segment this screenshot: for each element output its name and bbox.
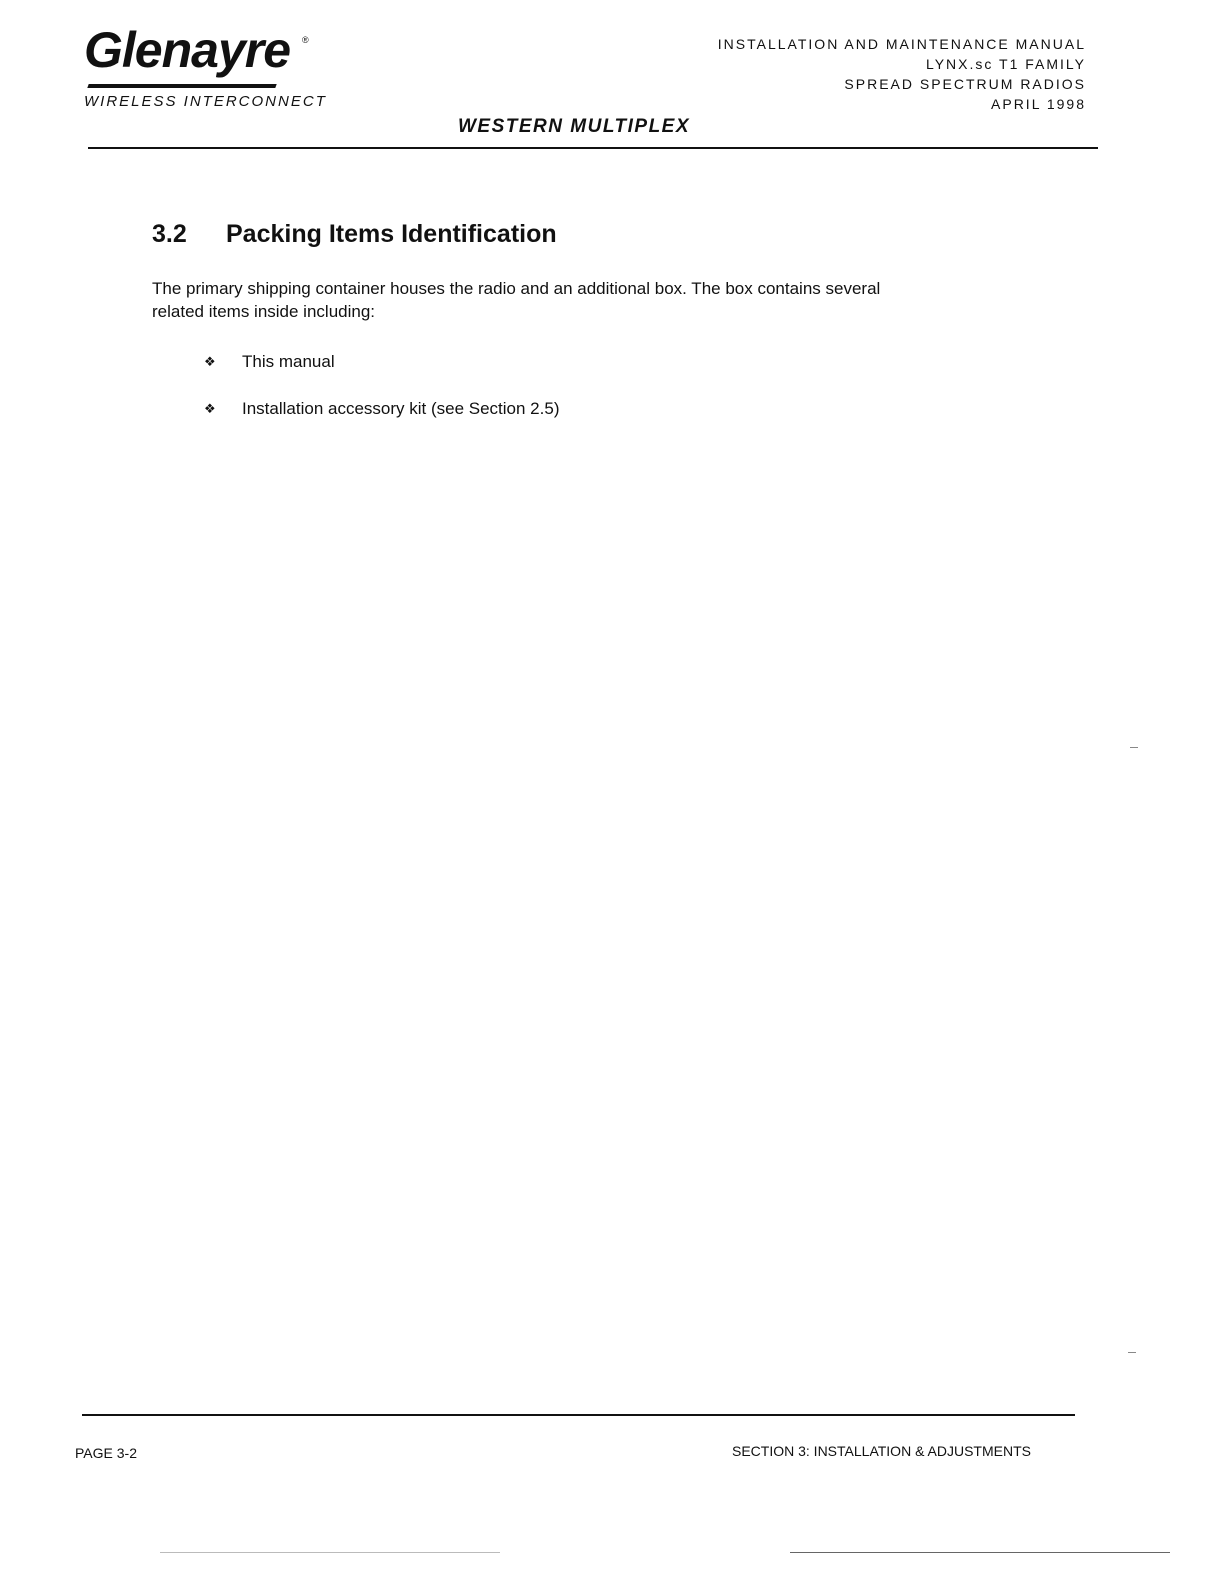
diamond-bullet-icon: ❖ (204, 401, 216, 416)
header-divider (88, 147, 1098, 149)
diamond-bullet-icon: ❖ (204, 354, 216, 369)
section-title: Packing Items Identification (226, 220, 557, 248)
scan-speck (1130, 747, 1138, 748)
publication-date: APRIL 1998 (991, 96, 1086, 112)
brand-name: WESTERN MULTIPLEX (458, 116, 691, 137)
scan-speck (1128, 1352, 1136, 1353)
scan-edge-line (790, 1552, 1170, 1553)
company-logo: Glenayre (84, 22, 291, 78)
packing-items-list (204, 350, 559, 444)
logo-underline (87, 84, 276, 88)
footer-section-label: SECTION 3: INSTALLATION & ADJUSTMENTS (732, 1443, 1031, 1459)
intro-paragraph (152, 277, 1042, 323)
manual-title: INSTALLATION AND MAINTENANCE MANUAL (717, 36, 1086, 52)
scan-edge-line (160, 1552, 500, 1553)
list-item-text: Installation accessory kit (see Section 2.5) (242, 399, 560, 418)
registered-mark: ® (302, 35, 309, 45)
intro-line: related items inside including: (152, 302, 376, 321)
list-item (204, 350, 559, 374)
product-family: LYNX.sc T1 FAMILY (925, 56, 1086, 72)
section-number: 3.2 (152, 220, 187, 248)
page-number: PAGE 3-2 (75, 1445, 137, 1461)
document-header-info (718, 34, 1086, 114)
logo-tagline: WIRELESS INTERCONNECT (84, 93, 327, 110)
intro-line: The primary shipping container houses the radio and an additional box. The box contains several (152, 279, 881, 298)
list-item (204, 397, 559, 421)
product-type: SPREAD SPECTRUM RADIOS (844, 76, 1086, 92)
footer-divider (82, 1414, 1075, 1416)
list-item-text: This manual (242, 352, 335, 371)
